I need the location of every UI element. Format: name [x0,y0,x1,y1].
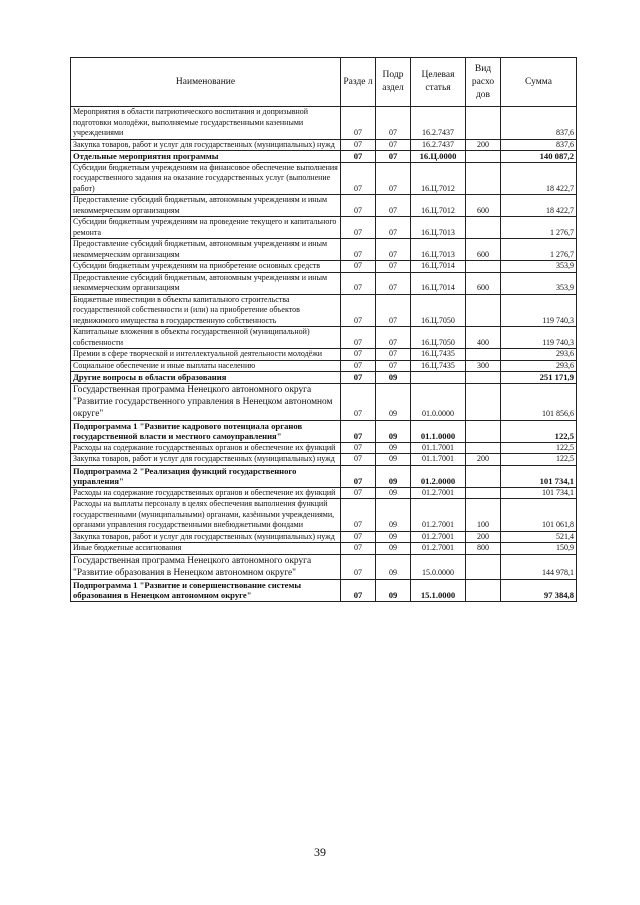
row-name: Субсидии бюджетным учреждениям на проведение текущего и капитального ремонта [71,217,341,239]
row-summa: 101 061,8 [501,499,577,532]
row-name: Государственная программа Ненецкого автономного округа "Развитие образования в Ненецком автономном округе" [71,554,341,579]
row-name: Закупка товаров, работ и услуг для государственных (муниципальных) нужд [71,139,341,151]
table-header-row [71,58,577,107]
row-podrazdel: 09 [376,531,411,543]
row-statya: 16.2.7437 [411,139,466,151]
row-podrazdel: 09 [376,499,411,532]
row-vid: 600 [466,239,501,261]
table-row [71,360,577,372]
row-razdel: 07 [341,360,376,372]
table-row [71,195,577,217]
row-vid: 200 [466,454,501,466]
row-vid [466,151,501,163]
row-statya: 01.2.0000 [411,465,466,487]
table-row [71,543,577,555]
row-summa: 251 171,9 [501,372,577,384]
row-summa: 837,6 [501,139,577,151]
row-name: Государственная программа Ненецкого автономного округа "Развитие государственного управления в Ненецком автономном округе" [71,383,341,420]
row-summa: 122,5 [501,420,577,442]
row-name: Подпрограмма 1 "Развитие и совершенствование системы образования в Ненецком автономном округе" [71,579,341,601]
row-name: Иные бюджетные ассигнования [71,543,341,555]
row-summa: 119 740,3 [501,294,577,327]
row-statya: 16.2.7437 [411,107,466,140]
header-razdel: Разде л [341,58,376,107]
row-summa: 122,5 [501,442,577,454]
row-summa: 18 422,7 [501,162,577,195]
budget-table-sheet [70,57,576,602]
row-vid [466,217,501,239]
row-summa: 101 856,6 [501,383,577,420]
row-razdel: 07 [341,272,376,294]
row-vid [466,294,501,327]
page-number: 39 [314,845,326,859]
table-row [71,349,577,361]
row-statya: 01.0.0000 [411,383,466,420]
row-vid [466,442,501,454]
row-name: Расходы на выплаты персоналу в целях обеспечения выполнения функций государственными (муниципальными) органами, казёнными учреждениями, органами управления государственными внебюджетными фондами [71,499,341,532]
row-statya: 01.2.7001 [411,499,466,532]
row-vid: 200 [466,139,501,151]
table-row [71,554,577,579]
row-summa: 1 276,7 [501,239,577,261]
row-razdel: 07 [341,349,376,361]
row-statya: 16.Ц.7014 [411,261,466,273]
row-statya: 15.1.0000 [411,579,466,601]
row-podrazdel: 07 [376,261,411,273]
row-summa: 837,6 [501,107,577,140]
row-summa: 97 384,8 [501,579,577,601]
row-vid [466,107,501,140]
row-summa: 144 978,1 [501,554,577,579]
row-statya: 01.1.0000 [411,420,466,442]
table-row [71,239,577,261]
table-row [71,579,577,601]
row-vid: 800 [466,543,501,555]
row-statya: 16.Ц.7012 [411,162,466,195]
row-name: Мероприятия в области патриотического воспитания и допризывной подготовки молодёжи, выполняемые государственными казенными учреждениями [71,107,341,140]
table-row [71,454,577,466]
row-razdel: 07 [341,420,376,442]
table-row [71,294,577,327]
row-podrazdel: 09 [376,579,411,601]
row-name: Бюджетные инвестиции в объекты капитального строительства государственной собственности и (или) на приобретение объектов недвижимого имущества в государственную собственность [71,294,341,327]
row-name: Субсидии бюджетным учреждениям на приобретение основных средств [71,261,341,273]
table-row [71,420,577,442]
row-razdel: 07 [341,162,376,195]
row-statya: 16.Ц.0000 [411,151,466,163]
row-vid: 600 [466,272,501,294]
row-statya: 16.Ц.7014 [411,272,466,294]
table-row [71,327,577,349]
row-name: Другие вопросы в области образования [71,372,341,384]
row-vid: 100 [466,499,501,532]
row-statya: 15.0.0000 [411,554,466,579]
table-row [71,531,577,543]
row-podrazdel: 09 [376,420,411,442]
row-podrazdel: 07 [376,217,411,239]
row-razdel: 07 [341,543,376,555]
row-statya: 01.1.7001 [411,454,466,466]
row-summa: 18 422,7 [501,195,577,217]
row-razdel: 07 [341,294,376,327]
table-row [71,217,577,239]
row-vid [466,261,501,273]
row-statya: 16.Ц.7050 [411,327,466,349]
row-razdel: 07 [341,499,376,532]
row-razdel: 07 [341,107,376,140]
row-podrazdel: 07 [376,327,411,349]
row-podrazdel: 09 [376,442,411,454]
row-name: Расходы на содержание государственных органов и обеспечение их функций [71,487,341,499]
row-vid [466,554,501,579]
table-row [71,162,577,195]
row-vid [466,372,501,384]
row-statya: 16.Ц.7050 [411,294,466,327]
row-name: Социальное обеспечение и иные выплаты населению [71,360,341,372]
row-podrazdel: 07 [376,151,411,163]
table-row [71,383,577,420]
table-row [71,372,577,384]
row-statya: 16.Ц.7435 [411,349,466,361]
row-statya: 16.Ц.7013 [411,217,466,239]
table-row [71,151,577,163]
row-summa: 101 734,1 [501,487,577,499]
row-statya: 01.2.7001 [411,543,466,555]
row-podrazdel: 07 [376,349,411,361]
row-summa: 293,6 [501,349,577,361]
row-vid: 200 [466,531,501,543]
row-summa: 122,5 [501,454,577,466]
row-name: Предоставление субсидий бюджетным, автономным учреждениям и иным некоммерческим организациям [71,272,341,294]
row-podrazdel: 07 [376,294,411,327]
row-podrazdel: 07 [376,139,411,151]
row-razdel: 07 [341,239,376,261]
row-podrazdel: 07 [376,239,411,261]
row-statya: 01.2.7001 [411,487,466,499]
row-razdel: 07 [341,327,376,349]
row-name: Подпрограмма 1 "Развитие кадрового потенциала органов государственной власти и местного самоуправления" [71,420,341,442]
budget-table [70,57,577,602]
row-razdel: 07 [341,442,376,454]
row-vid: 400 [466,327,501,349]
row-vid [466,420,501,442]
row-podrazdel: 07 [376,195,411,217]
header-vid: Вид расхо дов [466,58,501,107]
row-podrazdel: 09 [376,543,411,555]
table-body [71,107,577,602]
row-vid: 300 [466,360,501,372]
header-summa: Сумма [501,58,577,107]
row-razdel: 07 [341,195,376,217]
row-razdel: 07 [341,139,376,151]
table-row [71,139,577,151]
header-podrazdel: Подр аздел [376,58,411,107]
row-podrazdel: 09 [376,465,411,487]
row-podrazdel: 07 [376,360,411,372]
table-row [71,272,577,294]
row-name: Закупка товаров, работ и услуг для государственных (муниципальных) нужд [71,454,341,466]
row-statya: 01.2.7001 [411,531,466,543]
row-statya: 16.Ц.7435 [411,360,466,372]
row-name: Премии в сфере творческой и интеллектуальной деятельности молодёжи [71,349,341,361]
row-name: Предоставление субсидий бюджетным, автономным учреждениям и иным некоммерческим организациям [71,195,341,217]
row-summa: 150,9 [501,543,577,555]
table-row [71,487,577,499]
row-podrazdel: 09 [376,454,411,466]
row-vid [466,383,501,420]
row-name: Закупка товаров, работ и услуг для государственных (муниципальных) нужд [71,531,341,543]
row-razdel: 07 [341,579,376,601]
row-vid [466,579,501,601]
row-vid [466,487,501,499]
table-row [71,442,577,454]
header-name: Наименование [71,58,341,107]
row-vid [466,349,501,361]
row-razdel: 07 [341,531,376,543]
row-razdel: 07 [341,372,376,384]
row-razdel: 07 [341,261,376,273]
row-podrazdel: 09 [376,487,411,499]
table-row [71,107,577,140]
row-summa: 119 740,3 [501,327,577,349]
row-name: Предоставление субсидий бюджетным, автономным учреждениям и иным некоммерческим организациям [71,239,341,261]
row-razdel: 07 [341,465,376,487]
row-summa: 353,9 [501,261,577,273]
row-statya [411,372,466,384]
row-vid: 600 [466,195,501,217]
row-razdel: 07 [341,151,376,163]
row-podrazdel: 07 [376,107,411,140]
row-name: Капитальные вложения в объекты государственной (муниципальной) собственности [71,327,341,349]
row-statya: 16.Ц.7013 [411,239,466,261]
row-name: Отдельные мероприятия программы [71,151,341,163]
table-row [71,261,577,273]
row-podrazdel: 09 [376,554,411,579]
row-vid [466,465,501,487]
row-summa: 101 734,1 [501,465,577,487]
row-razdel: 07 [341,217,376,239]
row-summa: 521,4 [501,531,577,543]
table-row [71,499,577,532]
row-statya: 16.Ц.7012 [411,195,466,217]
row-podrazdel: 09 [376,383,411,420]
row-razdel: 07 [341,383,376,420]
row-summa: 1 276,7 [501,217,577,239]
table-row [71,465,577,487]
row-podrazdel: 07 [376,162,411,195]
row-summa: 353,9 [501,272,577,294]
row-summa: 140 087,2 [501,151,577,163]
row-statya: 01.1.7001 [411,442,466,454]
row-podrazdel: 07 [376,272,411,294]
header-statya: Целевая статья [411,58,466,107]
row-razdel: 07 [341,454,376,466]
row-name: Расходы на содержание государственных органов и обеспечение их функций [71,442,341,454]
row-razdel: 07 [341,487,376,499]
row-name: Подпрограмма 2 "Реализация функций государственного управления" [71,465,341,487]
row-podrazdel: 09 [376,372,411,384]
row-vid [466,162,501,195]
row-name: Субсидии бюджетным учреждениям на финансовое обеспечение выполнения государственного задания на оказание государственных услуг (выполнение работ) [71,162,341,195]
row-razdel: 07 [341,554,376,579]
row-summa: 293,6 [501,360,577,372]
